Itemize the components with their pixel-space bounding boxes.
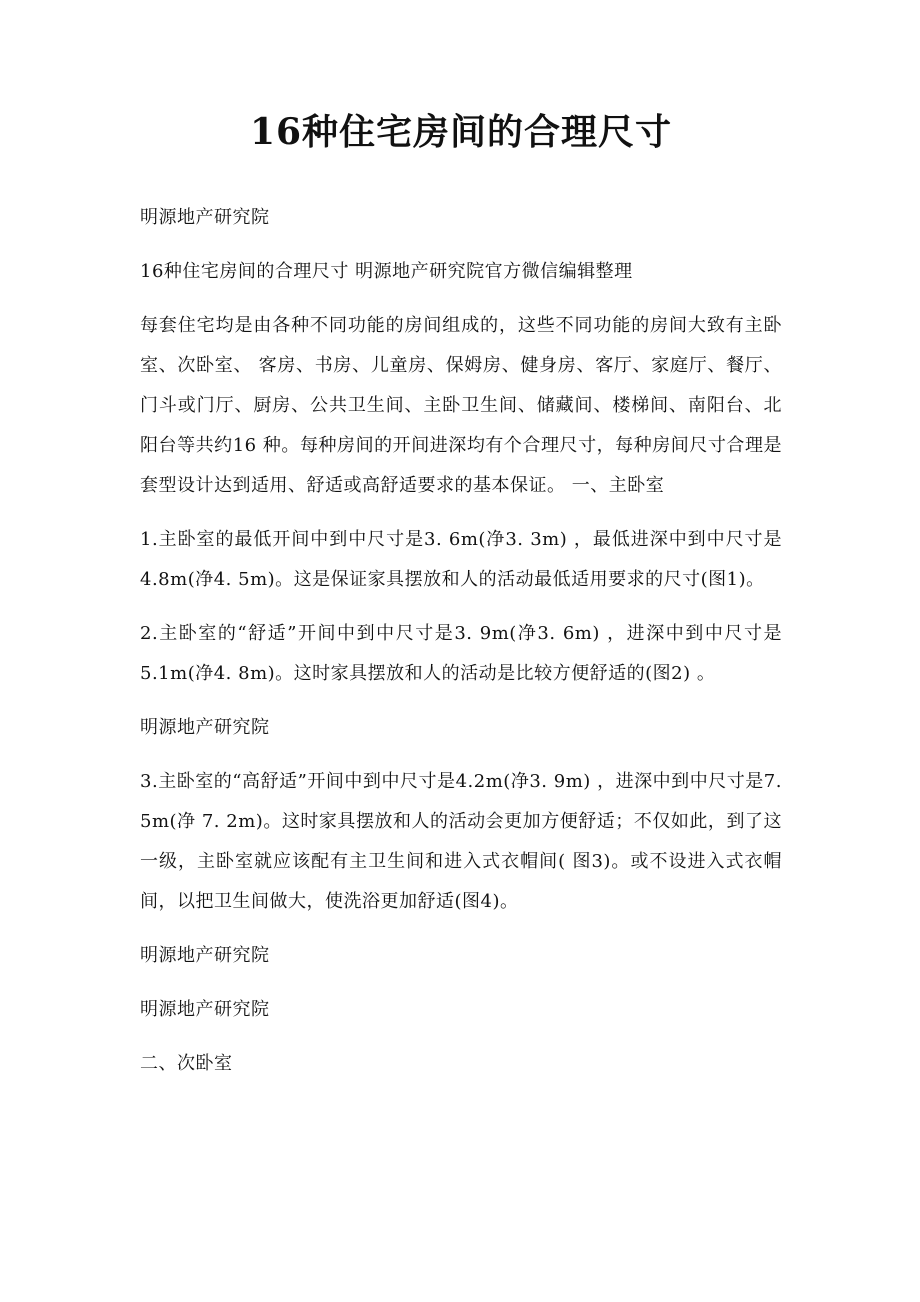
section-heading-secondary-bedroom: 二、次卧室 [140,1053,233,1074]
source-line: 明源地产研究院 [140,717,270,738]
intro-paragraph: 每套住宅均是由各种不同功能的房间组成的，这些不同功能的房间大致有主卧室、次卧室、 客房、书房、儿童房、保姆房、健身房、客厅、家庭厅、餐厅、门斗或门厅、厨房、公共卫生间、主卧卫生间、储藏间、楼梯间、南阳台、北阳台等共约16 种。每种房间的开间进深均有个合理尺寸，每种房间尺寸合理是套型设计达到适用、舒适或高舒适要求的基本保证。 一、主卧室 [140,315,782,496]
document-title: 16种住宅房间的合理尺寸 [249,111,673,153]
source-line: 明源地产研究院 [140,207,270,228]
source-line: 明源地产研究院 [140,999,270,1020]
master-bedroom-high-comfort-paragraph: 3.主卧室的“高舒适”开间中到中尺寸是4.2m(净3. 9m) ，进深中到中尺寸是7. 5m(净 7. 2m)。这时家具摆放和人的活动会更加方便舒适；不仅如此，到了这一级，主卧室就应该配有主卫生间和进入式衣帽间( 图3)。或不设进入式衣帽间，以把卫生间做大，使洗浴更加舒适(图4)。 [140,771,782,912]
master-bedroom-comfort-paragraph: 2.主卧室的“舒适”开间中到中尺寸是3. 9m(净3. 6m) ，进深中到中尺寸是5.1m(净4. 8m)。这时家具摆放和人的活动是比较方便舒适的(图2) 。 [140,623,782,684]
master-bedroom-min-paragraph: 1.主卧室的最低开间中到中尺寸是3. 6m(净3. 3m) ，最低进深中到中尺寸是4.8m(净4. 5m)。这是保证家具摆放和人的活动最低适用要求的尺寸(图1)。 [140,529,782,590]
subtitle-line: 16种住宅房间的合理尺寸 明源地产研究院官方微信编辑整理 [140,261,633,282]
source-line: 明源地产研究院 [140,945,270,966]
